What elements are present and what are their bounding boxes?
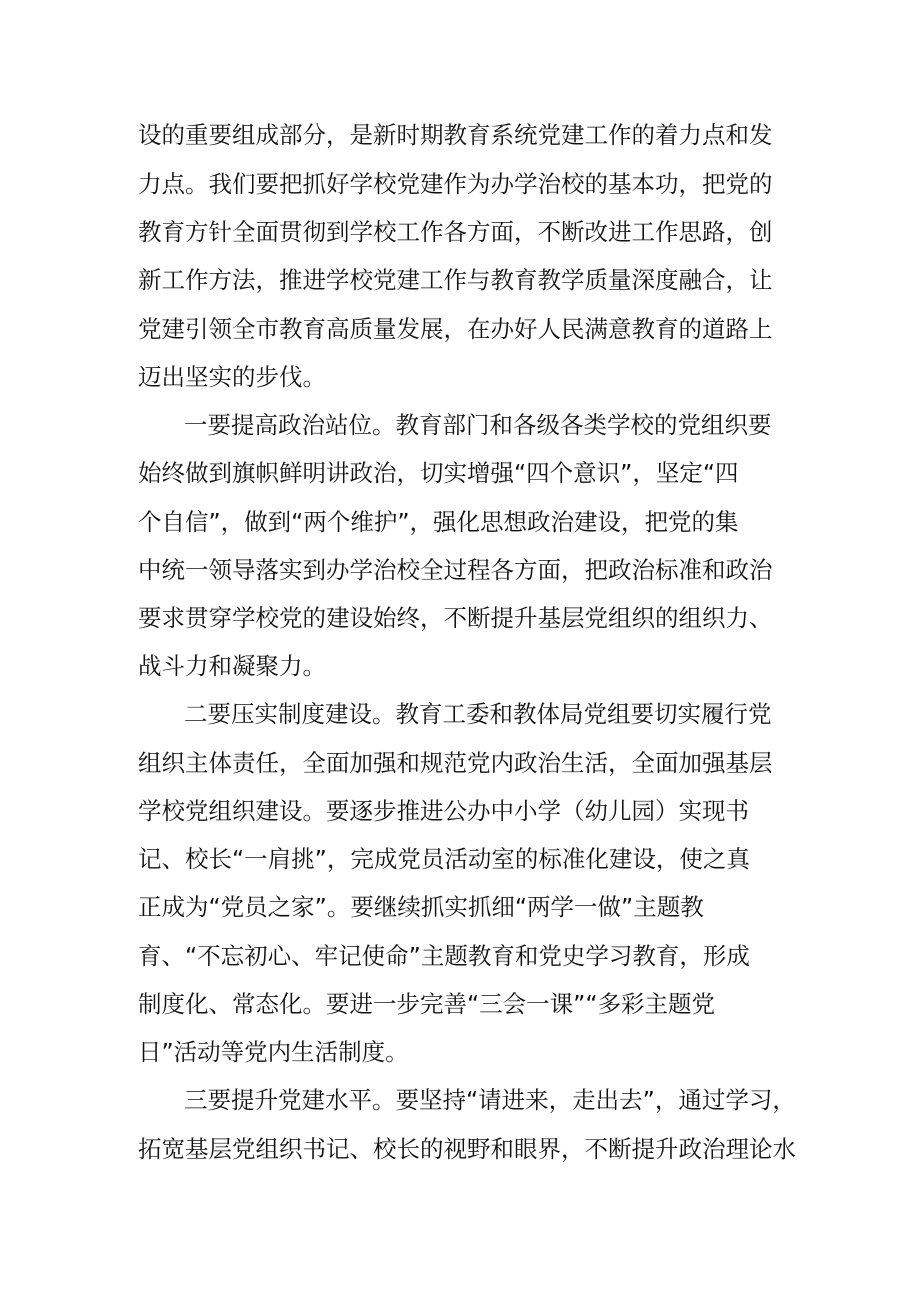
text-line: 中统一领导落实到办学治校全过程各方面，把政治标准和政治 [138, 556, 773, 584]
text-line: 拓宽基层党组织书记、校长的视野和眼界，不断提升政治理论水 [138, 1135, 796, 1163]
text-line: 党建引领全市教育高质量发展，在办好人民满意教育的道路上 [138, 315, 773, 343]
text-line: 教育方针全面贯彻到学校工作各方面，不断改进工作思路，创 [138, 218, 773, 246]
text-line: 育、“不忘初心、牢记使命”主题教育和党史学习教育，形成 [138, 942, 750, 970]
text-line: 战斗力和凝聚力。 [138, 652, 326, 680]
text-line: 设的重要组成部分，是新时期教育系统党建工作的着力点和发 [138, 121, 773, 149]
text-line: 个自信”，做到“两个维护”，强化思想政治建设，把党的集 [138, 508, 739, 536]
text-line: 日”活动等党内生活制度。 [138, 1038, 409, 1066]
text-line: 学校党组织建设。要逐步推进公办中小学（幼儿园）实现书 [138, 797, 749, 825]
text-line: 迈出坚实的步伐。 [138, 363, 326, 391]
text-line: 正成为“党员之家”。要继续抓实抓细“两学一做”主题教 [138, 893, 704, 921]
text-line: 二要压实制度建设。教育工委和教体局党组要切实履行党 [184, 700, 772, 728]
text-line: 记、校长“一肩挑”，完成党员活动室的标准化建设，使之真 [138, 845, 750, 873]
text-line: 新工作方法，推进学校党建工作与教育教学质量深度融合，让 [138, 266, 773, 294]
text-line: 组织主体责任，全面加强和规范党内政治生活，全面加强基层 [138, 749, 773, 777]
text-line: 一要提高政治站位。教育部门和各级各类学校的党组织要 [184, 411, 772, 439]
text-line: 制度化、常态化。要进一步完善“三会一课”“多彩主题党 [138, 990, 716, 1018]
text-line: 始终做到旗帜鲜明讲政治，切实增强“四个意识”，坚定“四 [138, 459, 739, 487]
text-line: 力点。我们要把抓好学校党建作为办学治校的基本功，把党的 [138, 170, 773, 198]
text-line: 三要提升党建水平。要坚持“请进来，走出去”，通过学习， [184, 1086, 796, 1114]
text-line: 要求贯穿学校党的建设始终，不断提升基层党组织的组织力、 [138, 604, 773, 632]
